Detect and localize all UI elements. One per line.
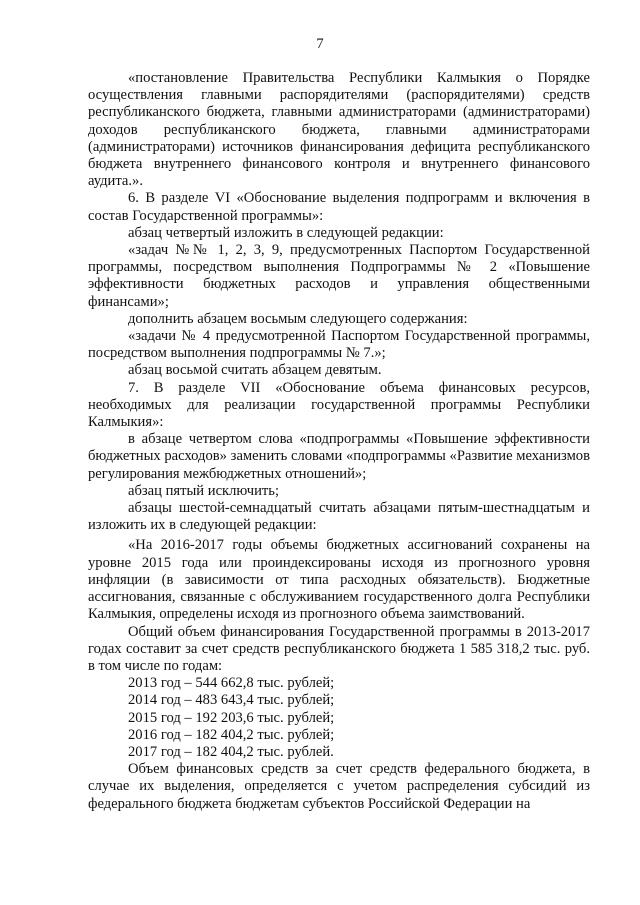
paragraph-task-4-quote: «задачи № 4 предусмотренной Паспортом Государственной программы, посредством выполнения подпрограммы № 7.»; (88, 328, 590, 362)
paragraph-section-7-heading: 7. В разделе VII «Обоснование объема финансовых ресурсов, необходимых для реализации государственной программы Республики Калмыкия»: (88, 379, 590, 431)
paragraph-instruction-8th: дополнить абзацем восьмым следующего содержания: (128, 310, 468, 327)
year-line-2014: 2014 год – 483 643,4 тыс. рублей; (128, 692, 335, 709)
paragraph-renumber-6-17: абзацы шестой-семнадцатый считать абзацами пятым-шестнадцатым и изложить их в следующей редакции: (88, 500, 590, 534)
paragraph-tasks-quote: «задач №№ 1, 2, 3, 9, предусмотренных Паспортом Государственной программы, посредством выполнения Подпрограммы № 2 «Повышение эффективности бюджетных расходов и управления общественными финансами»; (88, 242, 590, 310)
year-line-2013: 2013 год – 544 662,8 тыс. рублей; (128, 675, 335, 692)
paragraph-budget-2016-2017: «На 2016-2017 годы объемы бюджетных ассигнований сохранены на уровне 2015 года или проиндексированы исходя из прогнозного уровня инфляции (в зависимости от типа расходных обязательств). Бюджетные ассигнования, связанные с обслуживанием государственного долга Республики Калмыкия, определены исходя из прогнозного объема заимствований. (88, 537, 590, 623)
year-line-2015: 2015 год – 192 203,6 тыс. рублей; (128, 709, 335, 726)
document-body (88, 70, 590, 813)
paragraph-federal-funds: Объем финансовых средств за счет средств федерального бюджета, в случае их выделения, определяется с учетом распределения субсидий из федерального бюджета бюджетам субъектов Российской Федерации на (88, 761, 590, 812)
paragraph-total-financing: Общий объем финансирования Государственной программы в 2013-2017 годах составит за счет средств республиканского бюджета 1 585 318,2 тыс. руб. в том числе по годам: (88, 623, 590, 674)
page-number: 7 (316, 36, 324, 52)
paragraph-exclude-5th: абзац пятый исключить; (128, 482, 280, 499)
paragraph-resolution-title: «постановление Правительства Республики Калмыкия о Порядке осуществления главными распорядителями (распорядителями) средств республиканского бюджета, главными администраторами (администраторами) доходов республиканского бюджета, главными администраторами (администраторами) источников финансирования дефицита республиканского бюджета внутреннего финансового контроля и внутреннего финансового аудита.». (88, 70, 590, 190)
paragraph-replace-words: в абзаце четвертом слова «подпрограммы «Повышение эффективности бюджетных расходов» заменить словами «подпрограммы «Развитие механизмов регулирования межбюджетных отношений»; (88, 431, 590, 482)
paragraph-section-6-heading: 6. В разделе VI «Обоснование выделения подпрограмм и включения в состав Государственной программы»: (88, 190, 590, 224)
year-line-2017: 2017 год – 182 404,2 тыс. рублей. (128, 743, 334, 760)
paragraph-renumber: абзац восьмой считать абзацем девятым. (128, 362, 382, 379)
year-line-2016: 2016 год – 182 404,2 тыс. рублей; (128, 726, 335, 743)
paragraph-instruction-4th: абзац четвертый изложить в следующей редакции: (128, 224, 444, 241)
